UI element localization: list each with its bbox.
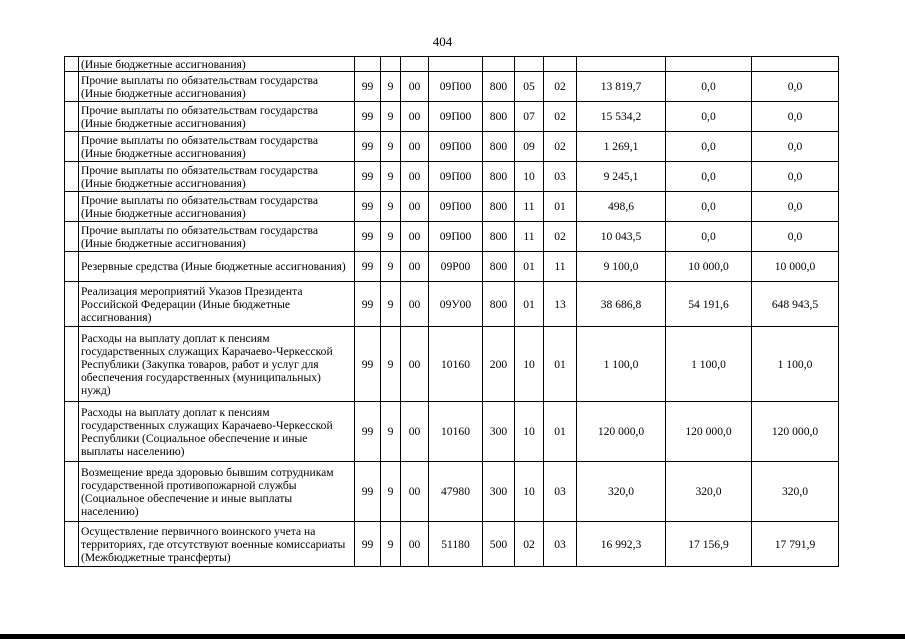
amount-cell: 9 245,1: [577, 162, 666, 192]
table-row: [65, 282, 839, 327]
item-name-cell: Прочие выплаты по обязательствам государства (Иные бюджетные ассигнования): [79, 132, 355, 162]
code-cell: 9: [381, 102, 401, 132]
code-cell: 99: [355, 402, 381, 462]
row-marker-cell: [65, 402, 79, 462]
code-cell: 99: [355, 252, 381, 282]
amount-cell: 320,0: [666, 462, 752, 522]
code-cell: [544, 57, 577, 72]
amount-cell: 10 000,0: [666, 252, 752, 282]
row-marker-cell: [65, 327, 79, 402]
code-cell: 9: [381, 402, 401, 462]
amount-cell: 0,0: [666, 72, 752, 102]
code-cell: 11: [515, 222, 544, 252]
row-marker-cell: [65, 102, 79, 132]
code-cell: 51180: [429, 522, 483, 567]
code-cell: 99: [355, 102, 381, 132]
table-row: [65, 327, 839, 402]
row-marker-cell: [65, 72, 79, 102]
amount-cell: 320,0: [577, 462, 666, 522]
table-row: [65, 522, 839, 567]
code-cell: [401, 57, 429, 72]
amount-cell: 0,0: [666, 132, 752, 162]
amount-cell: 0,0: [666, 162, 752, 192]
amount-cell: 15 534,2: [577, 102, 666, 132]
code-cell: 800: [483, 222, 515, 252]
item-name-cell: Прочие выплаты по обязательствам государства (Иные бюджетные ассигнования): [79, 72, 355, 102]
code-cell: 13: [544, 282, 577, 327]
code-cell: 01: [544, 402, 577, 462]
amount-cell: 0,0: [752, 132, 839, 162]
code-cell: 9: [381, 282, 401, 327]
amount-cell: [577, 57, 666, 72]
code-cell: 09П00: [429, 222, 483, 252]
code-cell: 00: [401, 192, 429, 222]
scan-edge-bar: [0, 634, 905, 639]
code-cell: 99: [355, 222, 381, 252]
code-cell: 9: [381, 327, 401, 402]
table-row: [65, 132, 839, 162]
code-cell: 11: [544, 252, 577, 282]
code-cell: 800: [483, 132, 515, 162]
amount-cell: 0,0: [752, 72, 839, 102]
table-row: [65, 57, 839, 72]
item-name-cell: Прочие выплаты по обязательствам государства (Иные бюджетные ассигнования): [79, 102, 355, 132]
amount-cell: 648 943,5: [752, 282, 839, 327]
table-row: [65, 252, 839, 282]
code-cell: 11: [515, 192, 544, 222]
code-cell: 03: [544, 462, 577, 522]
code-cell: 09У00: [429, 282, 483, 327]
code-cell: 01: [544, 327, 577, 402]
code-cell: 00: [401, 327, 429, 402]
code-cell: 02: [544, 222, 577, 252]
amount-cell: 10 043,5: [577, 222, 666, 252]
code-cell: 02: [544, 102, 577, 132]
code-cell: 00: [401, 522, 429, 567]
code-cell: 07: [515, 102, 544, 132]
amount-cell: 0,0: [666, 222, 752, 252]
table-row: [65, 222, 839, 252]
item-name-cell: Возмещение вреда здоровью бывшим сотрудникам государственной противопожарной службы (Социальное обеспечение и иные выплаты населению): [79, 462, 355, 522]
code-cell: 10: [515, 327, 544, 402]
code-cell: 09П00: [429, 72, 483, 102]
row-marker-cell: [65, 162, 79, 192]
amount-cell: 54 191,6: [666, 282, 752, 327]
code-cell: 9: [381, 72, 401, 102]
code-cell: 09П00: [429, 102, 483, 132]
code-cell: 01: [515, 282, 544, 327]
table-row: [65, 192, 839, 222]
item-name-cell: (Иные бюджетные ассигнования): [79, 57, 355, 72]
code-cell: 99: [355, 162, 381, 192]
code-cell: 9: [381, 252, 401, 282]
item-name-cell: Осуществление первичного воинского учета на территориях, где отсутствуют военные комиссариаты (Межбюджетные трансферты): [79, 522, 355, 567]
item-name-cell: Резервные средства (Иные бюджетные ассигнования): [79, 252, 355, 282]
code-cell: 47980: [429, 462, 483, 522]
row-marker-cell: [65, 57, 79, 72]
amount-cell: 0,0: [752, 222, 839, 252]
amount-cell: 13 819,7: [577, 72, 666, 102]
code-cell: 800: [483, 192, 515, 222]
code-cell: 10: [515, 462, 544, 522]
code-cell: 02: [544, 132, 577, 162]
code-cell: [355, 57, 381, 72]
row-marker-cell: [65, 132, 79, 162]
code-cell: 01: [515, 252, 544, 282]
table-row: [65, 462, 839, 522]
table-row: [65, 402, 839, 462]
code-cell: 00: [401, 162, 429, 192]
amount-cell: 10 000,0: [752, 252, 839, 282]
code-cell: 09Р00: [429, 252, 483, 282]
amount-cell: 0,0: [752, 162, 839, 192]
code-cell: 03: [544, 522, 577, 567]
code-cell: 02: [544, 72, 577, 102]
amount-cell: 1 269,1: [577, 132, 666, 162]
code-cell: 9: [381, 192, 401, 222]
budget-table: [64, 56, 839, 567]
item-name-cell: Прочие выплаты по обязательствам государства (Иные бюджетные ассигнования): [79, 162, 355, 192]
amount-cell: 0,0: [752, 102, 839, 132]
amount-cell: [666, 57, 752, 72]
amount-cell: 120 000,0: [752, 402, 839, 462]
code-cell: 00: [401, 132, 429, 162]
code-cell: 00: [401, 282, 429, 327]
code-cell: 800: [483, 252, 515, 282]
amount-cell: 120 000,0: [666, 402, 752, 462]
code-cell: 09П00: [429, 132, 483, 162]
code-cell: 99: [355, 327, 381, 402]
code-cell: 99: [355, 132, 381, 162]
code-cell: 02: [515, 522, 544, 567]
code-cell: 01: [544, 192, 577, 222]
table-row: [65, 162, 839, 192]
code-cell: 300: [483, 402, 515, 462]
code-cell: 800: [483, 102, 515, 132]
item-name-cell: Расходы на выплату доплат к пенсиям государственных служащих Карачаево-Черкесской Республики (Закупка товаров, работ и услуг для обеспечения государственных (муниципальных) нужд): [79, 327, 355, 402]
code-cell: 800: [483, 162, 515, 192]
row-marker-cell: [65, 462, 79, 522]
table-row: [65, 102, 839, 132]
code-cell: 99: [355, 282, 381, 327]
row-marker-cell: [65, 192, 79, 222]
code-cell: 09П00: [429, 162, 483, 192]
amount-cell: 1 100,0: [666, 327, 752, 402]
amount-cell: 498,6: [577, 192, 666, 222]
amount-cell: 120 000,0: [577, 402, 666, 462]
amount-cell: 9 100,0: [577, 252, 666, 282]
amount-cell: 0,0: [666, 102, 752, 132]
code-cell: 99: [355, 72, 381, 102]
amount-cell: 16 992,3: [577, 522, 666, 567]
amount-cell: 320,0: [752, 462, 839, 522]
item-name-cell: Реализация мероприятий Указов Президента Российской Федерации (Иные бюджетные ассигнования): [79, 282, 355, 327]
code-cell: 99: [355, 462, 381, 522]
code-cell: 800: [483, 282, 515, 327]
code-cell: 09: [515, 132, 544, 162]
code-cell: 9: [381, 132, 401, 162]
code-cell: 200: [483, 327, 515, 402]
amount-cell: 1 100,0: [752, 327, 839, 402]
code-cell: 00: [401, 462, 429, 522]
row-marker-cell: [65, 222, 79, 252]
code-cell: 00: [401, 222, 429, 252]
code-cell: 09П00: [429, 192, 483, 222]
code-cell: 10160: [429, 402, 483, 462]
code-cell: 10: [515, 402, 544, 462]
amount-cell: 38 686,8: [577, 282, 666, 327]
code-cell: [515, 57, 544, 72]
row-marker-cell: [65, 252, 79, 282]
item-name-cell: Расходы на выплату доплат к пенсиям государственных служащих Карачаево-Черкесской Республики (Социальное обеспечение и иные выплаты населению): [79, 402, 355, 462]
table-row: [65, 72, 839, 102]
code-cell: 00: [401, 72, 429, 102]
row-marker-cell: [65, 282, 79, 327]
page-number: 404: [432, 34, 453, 49]
amount-cell: [752, 57, 839, 72]
code-cell: 00: [401, 252, 429, 282]
amount-cell: 1 100,0: [577, 327, 666, 402]
amount-cell: 17 791,9: [752, 522, 839, 567]
code-cell: 99: [355, 522, 381, 567]
code-cell: 300: [483, 462, 515, 522]
code-cell: 99: [355, 192, 381, 222]
code-cell: 800: [483, 72, 515, 102]
code-cell: [381, 57, 401, 72]
code-cell: 10: [515, 162, 544, 192]
code-cell: 9: [381, 222, 401, 252]
row-marker-cell: [65, 522, 79, 567]
item-name-cell: Прочие выплаты по обязательствам государства (Иные бюджетные ассигнования): [79, 222, 355, 252]
code-cell: 00: [401, 102, 429, 132]
amount-cell: 17 156,9: [666, 522, 752, 567]
code-cell: 500: [483, 522, 515, 567]
amount-cell: 0,0: [666, 192, 752, 222]
code-cell: [483, 57, 515, 72]
code-cell: 9: [381, 162, 401, 192]
code-cell: 10160: [429, 327, 483, 402]
code-cell: 05: [515, 72, 544, 102]
code-cell: 03: [544, 162, 577, 192]
item-name-cell: Прочие выплаты по обязательствам государства (Иные бюджетные ассигнования): [79, 192, 355, 222]
code-cell: 9: [381, 462, 401, 522]
code-cell: [429, 57, 483, 72]
code-cell: 9: [381, 522, 401, 567]
amount-cell: 0,0: [752, 192, 839, 222]
code-cell: 00: [401, 402, 429, 462]
